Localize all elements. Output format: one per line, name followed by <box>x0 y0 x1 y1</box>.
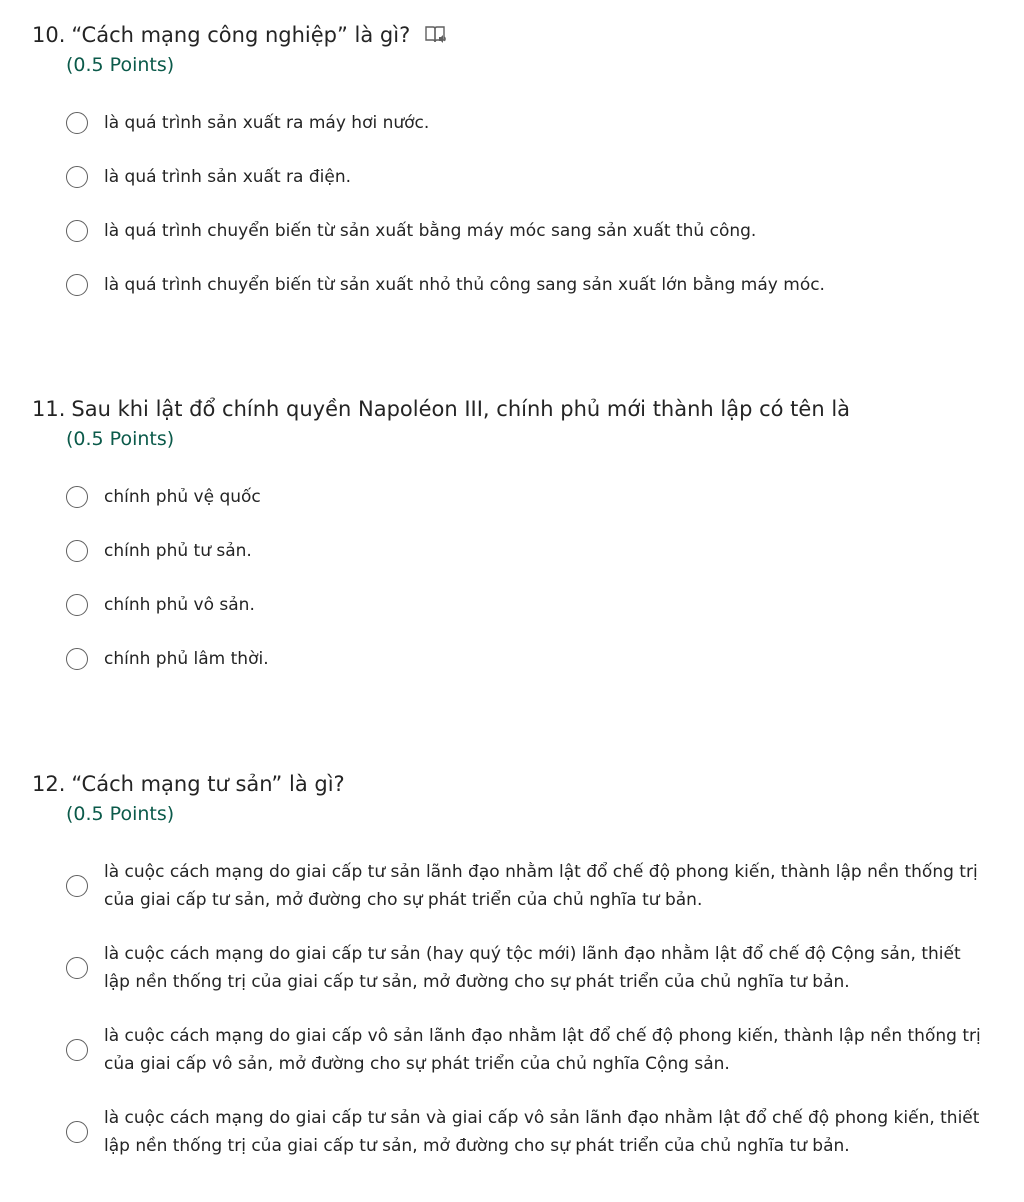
option-label: chính phủ vệ quốc <box>104 487 261 507</box>
question-title <box>32 20 992 50</box>
option-label: chính phủ vô sản. <box>104 595 255 615</box>
option-label: là quá trình chuyển biến từ sản xuất bằng máy móc sang sản xuất thủ công. <box>104 221 757 241</box>
radio-button[interactable] <box>66 220 88 242</box>
option-item[interactable] <box>66 632 992 686</box>
question-number: 10. <box>32 23 66 47</box>
options-list <box>66 845 992 1173</box>
question-points: (0.5 Points) <box>66 54 175 76</box>
option-label: là cuộc cách mạng do giai cấp tư sản và giai cấp vô sản lãnh đạo nhằm lật đổ chế độ phong kiến, thiết lập nền thống trị của giai cấp tư sản, mở đường cho sự phát triển của chủ nghĩa tư bản. <box>104 1108 980 1156</box>
question-points: (0.5 Points) <box>66 428 175 450</box>
option-item[interactable] <box>66 845 992 927</box>
immersive-reader-icon[interactable] <box>424 22 450 48</box>
question-points: (0.5 Points) <box>66 803 175 825</box>
option-item[interactable] <box>66 524 992 578</box>
question-text: Sau khi lật đổ chính quyền Napoléon III, chính phủ mới thành lập có tên là <box>71 397 851 421</box>
option-item[interactable] <box>66 258 992 312</box>
option-item[interactable] <box>66 96 992 150</box>
question-title <box>32 769 992 799</box>
option-label: chính phủ lâm thời. <box>104 649 269 669</box>
radio-button[interactable] <box>66 274 88 296</box>
radio-button[interactable] <box>66 957 88 979</box>
option-label: là cuộc cách mạng do giai cấp vô sản lãnh đạo nhằm lật đổ chế độ phong kiến, thành lập nền thống trị của giai cấp vô sản, mở đường cho sự phát triển của chủ nghĩa Cộng sản. <box>104 1026 981 1074</box>
question-number: 11. <box>32 397 66 421</box>
radio-button[interactable] <box>66 648 88 670</box>
option-item[interactable] <box>66 204 992 258</box>
question-number: 12. <box>32 772 66 796</box>
option-label: là quá trình chuyển biến từ sản xuất nhỏ thủ công sang sản xuất lớn bằng máy móc. <box>104 275 825 295</box>
option-item[interactable] <box>66 150 992 204</box>
option-label: là cuộc cách mạng do giai cấp tư sản lãnh đạo nhằm lật đổ chế độ phong kiến, thành lập nền thống trị của giai cấp tư sản, mở đường cho sự phát triển của chủ nghĩa tư bản. <box>104 862 978 910</box>
question-text: “Cách mạng công nghiệp” là gì? <box>71 23 411 47</box>
radio-button[interactable] <box>66 1039 88 1061</box>
radio-button[interactable] <box>66 594 88 616</box>
question-title <box>32 394 992 424</box>
radio-button[interactable] <box>66 540 88 562</box>
radio-button[interactable] <box>66 166 88 188</box>
option-label: là cuộc cách mạng do giai cấp tư sản (hay quý tộc mới) lãnh đạo nhằm lật đổ chế độ Cộng sản, thiết lập nền thống trị của giai cấp tư sản, mở đường cho sự phát triển của chủ nghĩa tư bản. <box>104 944 961 992</box>
option-item[interactable] <box>66 927 992 1009</box>
radio-button[interactable] <box>66 1121 88 1143</box>
option-label: là quá trình sản xuất ra điện. <box>104 167 351 187</box>
options-list <box>66 470 992 686</box>
option-label: chính phủ tư sản. <box>104 541 252 561</box>
options-list <box>66 96 992 312</box>
question-11 <box>32 394 992 686</box>
option-item[interactable] <box>66 470 992 524</box>
radio-button[interactable] <box>66 875 88 897</box>
option-label: là quá trình sản xuất ra máy hơi nước. <box>104 113 430 133</box>
option-item[interactable] <box>66 1009 992 1091</box>
radio-button[interactable] <box>66 486 88 508</box>
question-10 <box>32 20 992 312</box>
option-item[interactable] <box>66 1091 992 1173</box>
question-12 <box>32 769 992 1173</box>
question-text: “Cách mạng tư sản” là gì? <box>71 772 345 796</box>
radio-button[interactable] <box>66 112 88 134</box>
option-item[interactable] <box>66 578 992 632</box>
